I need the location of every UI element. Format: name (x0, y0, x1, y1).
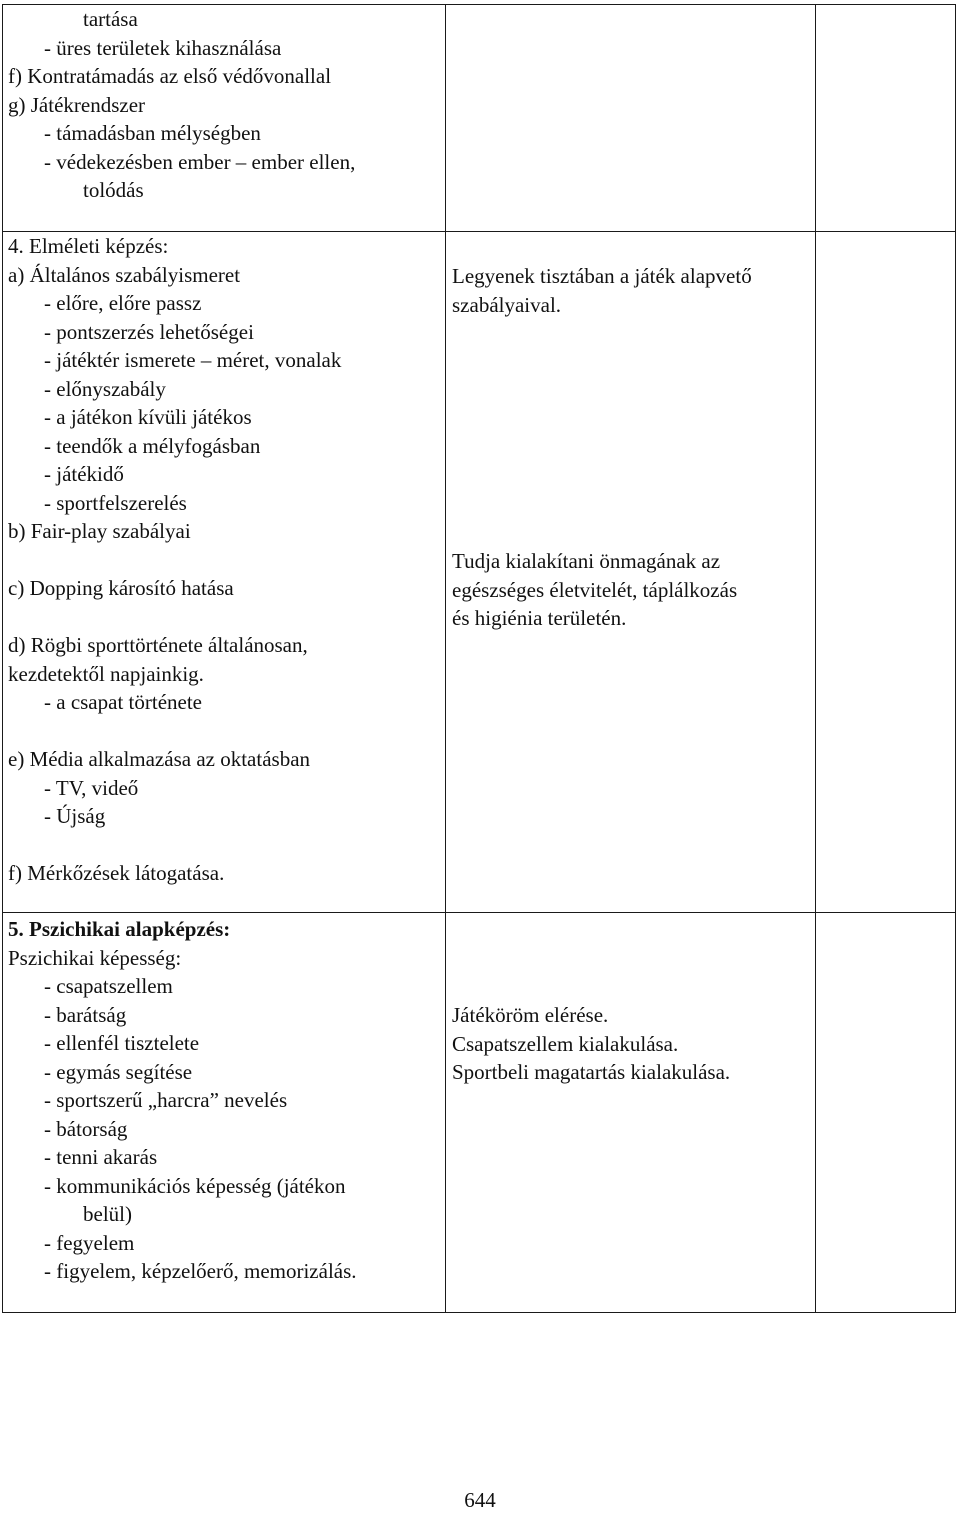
text-line: - üres területek kihasználása (44, 35, 282, 60)
text-line: b) Fair-play szabályai (8, 519, 191, 543)
text-line: - sportszerű „harcra” nevelés (44, 1088, 288, 1112)
text-line: - előre, előre passz (44, 291, 202, 315)
goal-text-line: egészséges életvitelét, táplálkozás (452, 577, 738, 602)
text-line: - támadásban mélységben (44, 121, 261, 145)
text-line: - védekezésben ember – ember ellen, (44, 149, 356, 174)
text-line: - kommunikációs képesség (játékon (44, 1173, 346, 1198)
goal-text-line: Tudja kialakítani önmagának az (452, 549, 721, 573)
text-line: c) Dopping károsító hatása (8, 576, 234, 600)
text-line: - Újság (44, 804, 106, 828)
text-line: - egymás segítése (44, 1059, 193, 1084)
section-heading: 5. Pszichikai alapképzés: (8, 917, 231, 941)
column-divider-1 (445, 4, 446, 1313)
row-divider-2 (2, 912, 956, 913)
text-line: - figyelem, képzelőerő, memorizálás. (44, 1259, 357, 1283)
text-line: Pszichikai képesség: (8, 945, 182, 970)
text-line: - csapatszellem (44, 974, 173, 998)
text-line: f) Kontratámadás az első védővonallal (8, 64, 332, 88)
text-line: - barátság (44, 1002, 127, 1027)
text-line: - pontszerzés lehetőségei (44, 319, 254, 344)
goal-text-line: Csapatszellem kialakulása. (452, 1031, 679, 1056)
text-line: a) Általános szabályismeret (8, 262, 241, 287)
text-line: - a csapat története (44, 690, 202, 714)
text-line: d) Rögbi sporttörténete általánosan, (8, 633, 308, 657)
text-line: belül) (83, 1202, 132, 1226)
section-heading: 4. Elméleti képzés: (8, 234, 169, 258)
text-line: - játéktér ismerete – méret, vonalak (44, 348, 342, 372)
text-line: - TV, videő (44, 775, 139, 800)
goal-text-line: szabályaival. (452, 292, 562, 317)
table-border-left (2, 4, 3, 1313)
text-line: - ellenfél tisztelete (44, 1031, 200, 1055)
column-divider-2 (815, 4, 816, 1313)
text-line: - a játékon kívüli játékos (44, 405, 252, 429)
text-line: e) Média alkalmazása az oktatásban (8, 747, 311, 771)
table-border-top (2, 4, 956, 5)
goal-text-line: Legyenek tisztában a játék alapvető (452, 264, 752, 288)
text-line: kezdetektől napjainkig. (8, 661, 204, 686)
text-line: - előnyszabály (44, 376, 166, 401)
text-line: g) Játékrendszer (8, 92, 146, 117)
table-border-bottom (2, 1312, 956, 1313)
text-line: f) Mérkőzések látogatása. (8, 861, 225, 885)
table-border-right (955, 4, 956, 1313)
text-line: - teendők a mélyfogásban (44, 433, 261, 458)
goal-text-line: Játéköröm elérése. (452, 1003, 609, 1027)
text-line: - bátorság (44, 1116, 128, 1141)
text-line: - játékidő (44, 462, 124, 486)
text-line: tolódás (83, 178, 144, 202)
goal-text-line: és higiénia területén. (452, 606, 627, 630)
page-number: 644 (464, 1488, 496, 1512)
text-line: - tenni akarás (44, 1145, 158, 1169)
text-line: - sportfelszerelés (44, 490, 187, 515)
text-line: tartása (83, 7, 138, 31)
goal-text-line: Sportbeli magatartás kialakulása. (452, 1060, 731, 1084)
text-line: - fegyelem (44, 1230, 135, 1255)
